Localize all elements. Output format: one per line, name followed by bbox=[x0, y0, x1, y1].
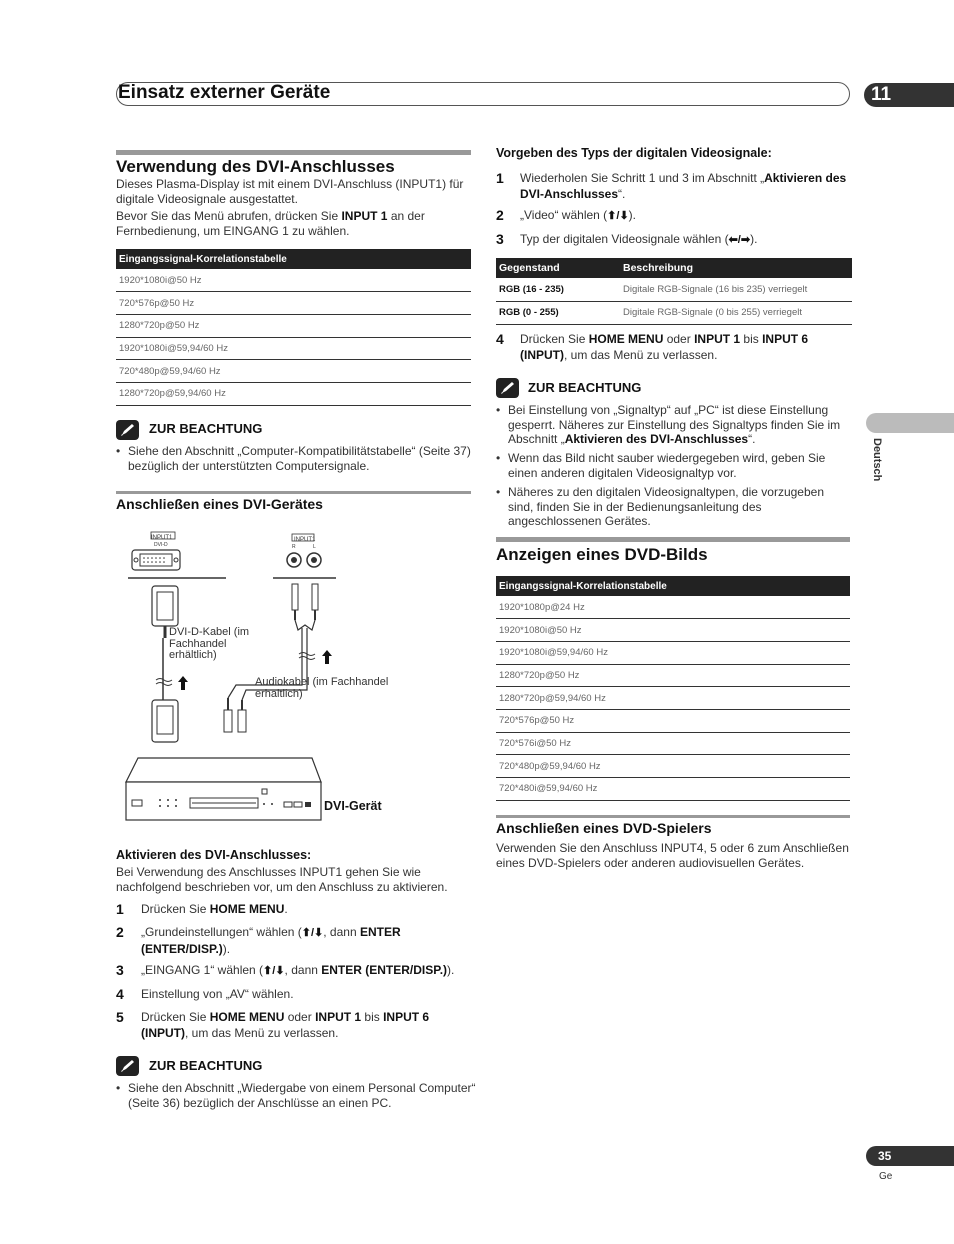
arrow-up-down-icon: ⬆/⬇ bbox=[301, 927, 324, 939]
step-text: Typ der digitalen Videosignale wählen (⬅/➡). bbox=[520, 232, 758, 246]
note-bullet: • Bei Einstellung von „Signaltyp“ auf „PC“ ist diese Einstellung gesperrt. Näheres zur Einstellung des Signaltyps finden Sie im Abschnitt „Aktivieren des DVI-Anschlusses“. bbox=[496, 403, 852, 447]
page-number: 35 bbox=[866, 1146, 954, 1166]
section-rule bbox=[116, 491, 471, 494]
step-text: Drücken Sie HOME MENU oder INPUT 1 bis INPUT 6 (INPUT), um das Menü zu verlassen. bbox=[520, 332, 809, 362]
side-tab-language: Deutsch bbox=[871, 438, 883, 482]
audio-cable-label: Audiokabel (im Fachhandel erhältlich) bbox=[255, 676, 389, 700]
step-number: 4 bbox=[116, 986, 124, 1002]
table-row: 1280*720p@50 Hz bbox=[496, 664, 850, 687]
dvi-intro: Dieses Plasma-Display ist mit einem DVI-Anschluss (INPUT1) für digitale Videosignale ausgestattet. bbox=[116, 177, 464, 206]
dvi-before-menu: Bevor Sie das Menü abrufen, drücken Sie INPUT 1 an der Fernbedienung, um EINGANG 1 zu wählen. bbox=[116, 209, 425, 238]
step-text: Einstellung von „AV“ wählen. bbox=[141, 987, 294, 1001]
table-row: 720*576p@50 Hz bbox=[116, 292, 471, 315]
signal-type-table bbox=[496, 258, 852, 325]
step-text: Drücken Sie HOME MENU oder INPUT 1 bis INPUT 6 (INPUT), um das Menü zu verlassen. bbox=[141, 1010, 430, 1040]
table-row: 720*480p@59,94/60 Hz bbox=[496, 755, 850, 778]
arrow-up-down-icon: ⬆/⬇ bbox=[263, 965, 285, 977]
note-title: ZUR BEACHTUNG bbox=[149, 1058, 263, 1073]
table-header: Beschreibung bbox=[620, 258, 852, 278]
table-row: RGB (0 - 255) Digitale RGB-Signale (0 bis 255) verriegelt bbox=[496, 301, 852, 324]
table-row: 720*480i@59,94/60 Hz bbox=[496, 778, 850, 801]
table-row: RGB (16 - 235) Digitale RGB-Signale (16 bis 235) verriegelt bbox=[496, 278, 852, 301]
table-row: 1280*720p@59,94/60 Hz bbox=[116, 382, 471, 405]
dvd-connect-text: Verwenden Sie den Anschluss INPUT4, 5 oder 6 zum Anschließen eines DVD-Spielers oder anderen audiovisuellen Gerätes. bbox=[496, 841, 849, 870]
activate-intro: Bei Verwendung des Anschlusses INPUT1 gehen Sie wie nachfolgend beschrieben vor, um den Anschluss zu aktivieren. bbox=[116, 865, 448, 894]
step-text: Wiederholen Sie Schritt 1 und 3 im Abschnitt „Aktivieren des DVI-Anschlusses“. bbox=[520, 171, 847, 201]
note-pencil-icon bbox=[496, 378, 519, 398]
dvi-section-title: Verwendung des DVI-Anschlusses bbox=[116, 157, 395, 176]
chapter-title: Einsatz externer Geräte bbox=[118, 82, 331, 103]
step-text: „Grundeinstellungen“ wählen (⬆/⬇, dann ENTER (ENTER/DISP.)). bbox=[141, 925, 401, 956]
arrow-up-down-icon: ⬆/⬇ bbox=[607, 210, 629, 222]
section-rule bbox=[496, 537, 850, 542]
step-number: 1 bbox=[496, 170, 504, 186]
dvi-cable-label: DVI-D-Kabel (im Fachhandel erhältlich) bbox=[169, 626, 250, 661]
port-audio-label: INPUT1 bbox=[294, 537, 316, 543]
port-dvi-sublabel: DVI-D bbox=[154, 542, 168, 548]
note-bullet: • Wenn das Bild nicht sauber wiedergegeben wird, geben Sie einen anderen digitalen Videosignaltyp vor. bbox=[496, 451, 852, 480]
dvd-connect-title: Anschließen eines DVD-Spielers bbox=[496, 820, 712, 836]
table-row: 1920*1080i@50 Hz bbox=[496, 619, 850, 642]
dvi-signal-table bbox=[116, 249, 471, 406]
table-row: 720*576i@50 Hz bbox=[496, 732, 850, 755]
note-bullet: • Siehe den Abschnitt „Wiedergabe von einem Personal Computer“ (Seite 36) bezüglich der Anschlüsse an einen PC. bbox=[116, 1081, 476, 1110]
step-number: 3 bbox=[496, 231, 504, 247]
table-row: 720*576p@50 Hz bbox=[496, 709, 850, 732]
step-number: 2 bbox=[496, 207, 504, 223]
connect-section-title: Anschließen eines DVI-Gerätes bbox=[116, 496, 323, 512]
activate-title: Aktivieren des DVI-Anschlusses: bbox=[116, 848, 312, 862]
step-number: 3 bbox=[116, 962, 124, 978]
table-header: Eingangssignal-Korrelationstabelle bbox=[116, 249, 471, 269]
connection-diagram bbox=[116, 520, 416, 830]
step-text: „Video“ wählen (⬆/⬇). bbox=[520, 208, 637, 222]
video-type-title: Vorgeben des Typs der digitalen Videosignale: bbox=[496, 146, 772, 160]
table-row: 1920*1080i@59,94/60 Hz bbox=[116, 337, 471, 360]
section-rule bbox=[496, 815, 850, 818]
note-bullet: • Näheres zu den digitalen Videosignaltypen, die vorzugeben sind, finden Sie in der Bedienungsanleitung des angeschlossenen Gerätes. bbox=[496, 485, 852, 529]
port-audio-r: R bbox=[292, 544, 296, 550]
note-title: ZUR BEACHTUNG bbox=[149, 421, 263, 436]
note-title: ZUR BEACHTUNG bbox=[528, 380, 642, 395]
step-number: 4 bbox=[496, 331, 504, 347]
port-audio-l: L bbox=[313, 544, 316, 550]
step-text: Drücken Sie HOME MENU. bbox=[141, 902, 288, 916]
table-row: 1280*720p@50 Hz bbox=[116, 314, 471, 337]
port-dvi-label: INPUT1 bbox=[151, 535, 173, 541]
arrow-left-right-icon: ⬅/➡ bbox=[728, 234, 751, 246]
table-row: 1920*1080p@24 Hz bbox=[496, 596, 850, 619]
table-header: Gegenstand bbox=[496, 258, 620, 278]
language-code: Ge bbox=[879, 1171, 893, 1182]
chapter-number: 11 bbox=[864, 83, 954, 107]
device-label: DVI-Gerät bbox=[324, 799, 382, 813]
table-header: Eingangssignal-Korrelationstabelle bbox=[496, 576, 850, 596]
table-row: 1920*1080i@50 Hz bbox=[116, 269, 471, 292]
step-number: 1 bbox=[116, 901, 124, 917]
step-number: 5 bbox=[116, 1009, 124, 1025]
step-number: 2 bbox=[116, 924, 124, 940]
note-bullet: • Siehe den Abschnitt „Computer-Kompatibilitätstabelle“ (Seite 37) bezüglich der unterstützten Computersignale. bbox=[116, 444, 471, 473]
table-row: 1920*1080i@59,94/60 Hz bbox=[496, 641, 850, 664]
side-tab bbox=[866, 413, 954, 433]
section-rule bbox=[116, 150, 471, 155]
dvd-section-title: Anzeigen eines DVD-Bilds bbox=[496, 545, 708, 564]
step-text: „EINGANG 1“ wählen (⬆/⬇, dann ENTER (ENTER/DISP.)). bbox=[141, 963, 455, 977]
dvd-signal-table bbox=[496, 576, 850, 801]
table-row: 720*480p@59,94/60 Hz bbox=[116, 360, 471, 383]
note-pencil-icon bbox=[116, 1056, 139, 1076]
note-pencil-icon bbox=[116, 420, 139, 440]
table-row: 1280*720p@59,94/60 Hz bbox=[496, 687, 850, 710]
